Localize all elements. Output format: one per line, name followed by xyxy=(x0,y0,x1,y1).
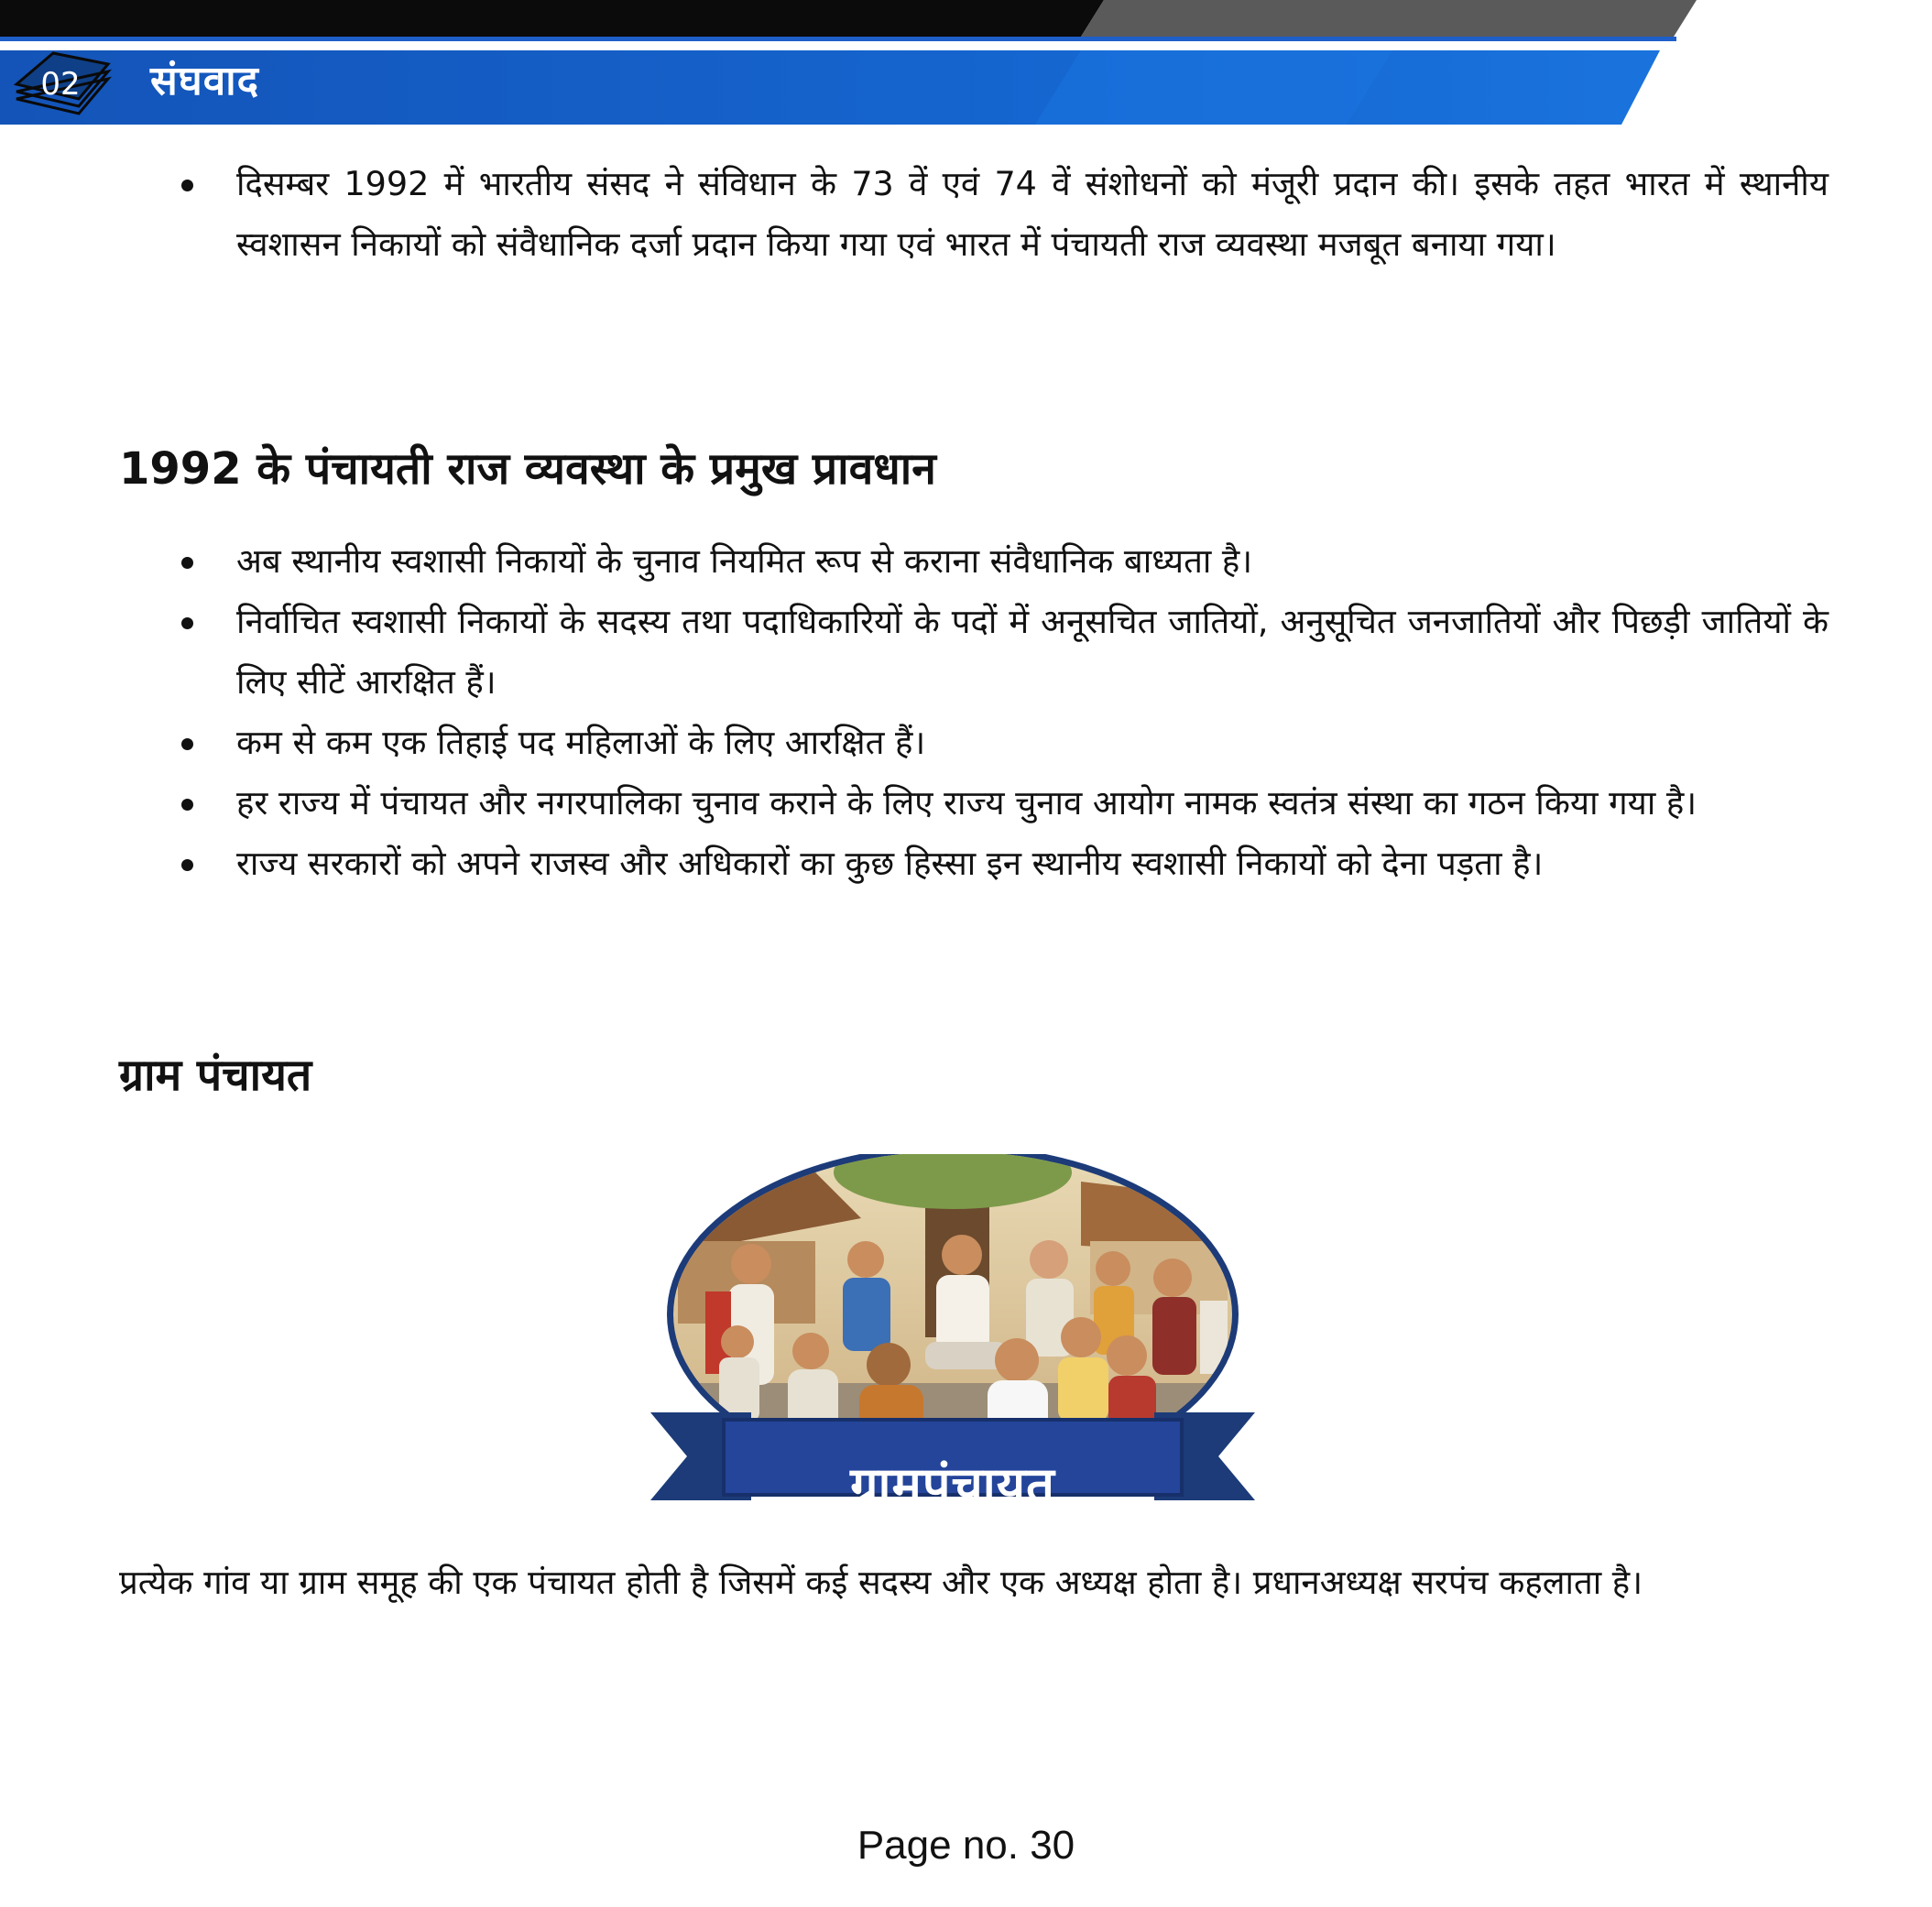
bullet-dot xyxy=(181,557,193,569)
list-item xyxy=(181,773,1828,834)
bullet-text: कम से कम एक तिहाई पद महिलाओं के लिए आरक्षित हैं। xyxy=(236,723,926,762)
bullet-dot xyxy=(181,617,193,629)
list-item xyxy=(181,834,1828,894)
chapter-title: संघवाद xyxy=(150,58,259,104)
list-item xyxy=(181,154,1828,275)
gram-panchayat-illustration xyxy=(650,1154,1255,1520)
bullet-dot xyxy=(181,738,193,750)
bullet-dot xyxy=(181,180,193,191)
gram-panchayat-paragraph: प्रत्येक गांव या ग्राम समूह की एक पंचायत होती है जिसमें कई सदस्य और एक अध्यक्ष होता है। प्रधानअध्यक्ष सरपंच कहलाता है। xyxy=(119,1563,1643,1602)
intro-bullet-list xyxy=(181,154,1828,275)
provisions-bullet-list xyxy=(181,531,1828,894)
header-band xyxy=(0,0,1932,128)
illustration-banner-label: ग्रामपंचायत xyxy=(850,1456,1055,1514)
section-heading-gram-panchayat: ग्राम पंचायत xyxy=(119,1050,312,1101)
list-item xyxy=(181,713,1828,773)
list-item xyxy=(181,531,1828,592)
bullet-text: अब स्थानीय स्वशासी निकायों के चुनाव नियमित रूप से कराना संवैधानिक बाध्यता है। xyxy=(236,541,1253,581)
list-item xyxy=(181,592,1828,713)
page-header xyxy=(0,0,1932,128)
chapter-number: 02 xyxy=(40,66,81,103)
section-heading-provisions: 1992 के पंचायती राज व्यवस्था के प्रमुख प्रावधान xyxy=(119,443,936,495)
intro-bullet-text: दिसम्बर 1992 में भारतीय संसद ने संविधान के 73 वें एवं 74 वें संशोधनों को मंजूरी प्रदान की। इसके तहत भारत में स्थानीय स्वशासन निकायों को संवैधानिक दर्जा प्रदान किया गया एवं भारत में पंचायती राज व्यवस्था मजबूत बनाया गया। xyxy=(236,164,1828,264)
bullet-dot xyxy=(181,859,193,871)
page-number: Page no. 30 xyxy=(857,1823,1075,1868)
bullet-text: हर राज्य में पंचायत और नगरपालिका चुनाव कराने के लिए राज्य चुनाव आयोग नामक स्वतंत्र संस्था का गठन किया गया है। xyxy=(236,783,1697,823)
bullet-dot xyxy=(181,799,193,811)
bullet-text: राज्य सरकारों को अपने राजस्व और अधिकारों का कुछ हिस्सा इन स्थानीय स्वशासी निकायों को देना पड़ता है। xyxy=(236,844,1544,883)
bullet-text: निर्वाचित स्वशासी निकायों के सदस्य तथा पदाधिकारियों के पदों में अनूसचित जातियों, अनुसूचित जनजातियों और पिछड़ी जातियों के लिए सीटें आरक्षित हैं। xyxy=(236,602,1828,702)
